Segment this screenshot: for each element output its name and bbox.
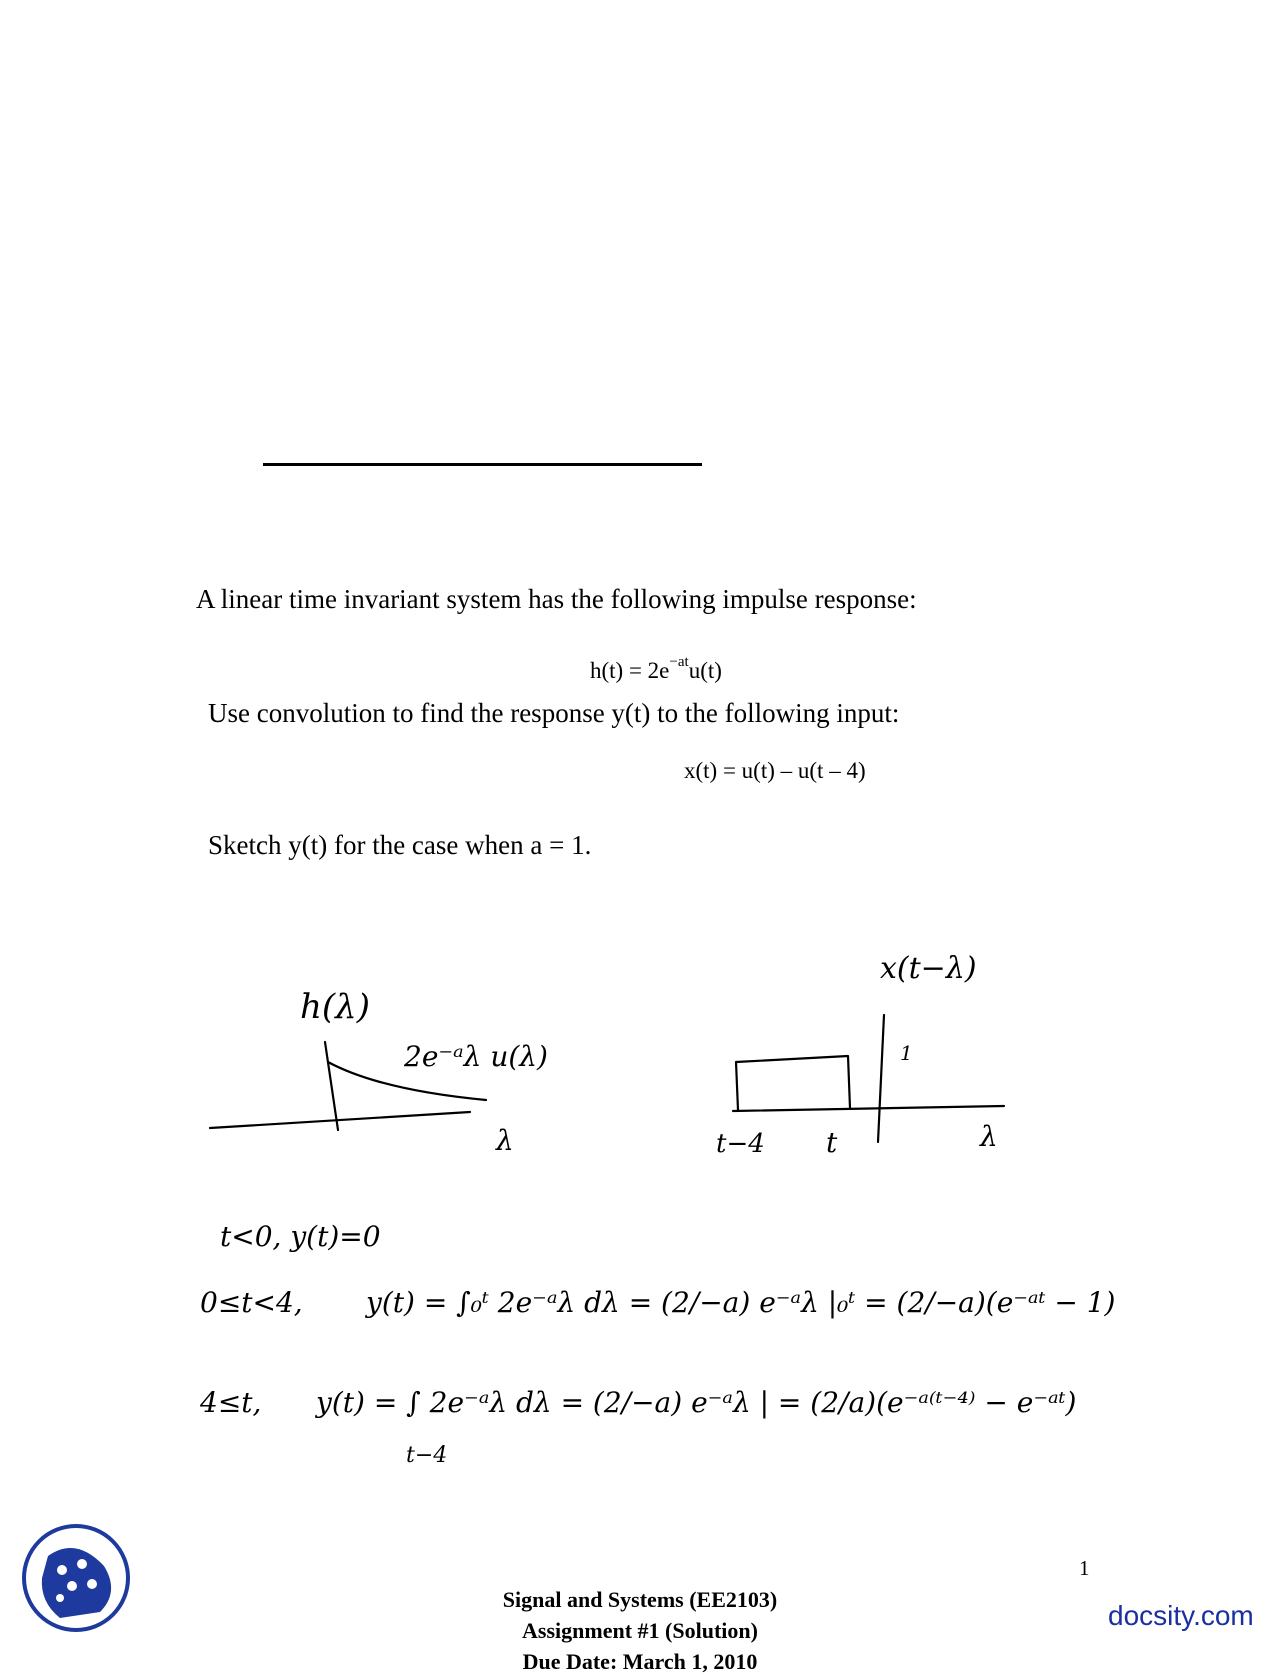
hw-case-2-condition: 0≤t<4, bbox=[200, 1286, 303, 1319]
footer-course: Signal and Systems (EE2103) bbox=[502, 1587, 778, 1612]
problem-intro: A linear time invariant system has the following impulse response: bbox=[196, 584, 917, 614]
hw-lambda-axis-1 bbox=[210, 1112, 470, 1128]
page-number: 1 bbox=[1079, 1556, 1090, 1580]
hw-pulse-height: 1 bbox=[900, 1041, 913, 1065]
footer-block bbox=[440, 1584, 840, 1677]
hw-lambda-axis-2 bbox=[733, 1106, 1004, 1111]
hw-vertical-axis bbox=[878, 1015, 884, 1142]
hw-pulse-rect bbox=[736, 1056, 850, 1110]
impulse-response-exponent: −at bbox=[669, 654, 689, 670]
footer-assignment: Assignment #1 (Solution) bbox=[522, 1618, 758, 1643]
input-signal-equation: x(t) = u(t) – u(t – 4) bbox=[684, 758, 866, 783]
footer-due-date: Due Date: March 1, 2010 bbox=[522, 1649, 758, 1674]
sketch-instruction: Sketch y(t) for the case when a = 1. bbox=[208, 830, 592, 860]
impulse-response-prefix: h(t) = 2e bbox=[590, 658, 670, 683]
impulse-response-suffix: u(t) bbox=[688, 658, 722, 683]
hw-case-3-condition: 4≤t, bbox=[200, 1386, 262, 1419]
hw-case-3-equation: y(t) = ∫ 2e⁻ᵃλ dλ = (2/−a) e⁻ᵃλ | = (2/a)(e⁻ᵃ⁽ᵗ⁻⁴⁾ − e⁻ᵃᵗ) bbox=[316, 1386, 1077, 1419]
docsity-logo-icon[interactable] bbox=[20, 1522, 132, 1639]
hw-tick-t: t bbox=[826, 1126, 838, 1159]
hw-h-label: h(λ) bbox=[300, 987, 370, 1027]
hw-lambda-label-1: λ bbox=[496, 1124, 514, 1157]
hw-h-expression: 2e⁻ᵃλ u(λ) bbox=[404, 1040, 548, 1073]
hw-case-1: t<0, y(t)=0 bbox=[220, 1220, 381, 1253]
hw-case-3-lower-limit: t−4 bbox=[406, 1443, 448, 1468]
docsity-brand-link[interactable]: docsity.com bbox=[1108, 1600, 1254, 1631]
hw-h-vertical bbox=[325, 1042, 338, 1130]
hw-tick-t-minus-4: t−4 bbox=[716, 1129, 765, 1159]
hw-case-2-equation: y(t) = ∫₀ᵗ 2e⁻ᵃλ dλ = (2/−a) e⁻ᵃλ |₀ᵗ = (2/−a)(e⁻ᵃᵗ − 1) bbox=[366, 1286, 1116, 1319]
problem-instruction: Use convolution to find the response y(t) to the following input: bbox=[208, 698, 900, 728]
hw-lambda-label-2: λ bbox=[980, 1120, 998, 1153]
hw-x-label: x(t−λ) bbox=[880, 951, 977, 986]
